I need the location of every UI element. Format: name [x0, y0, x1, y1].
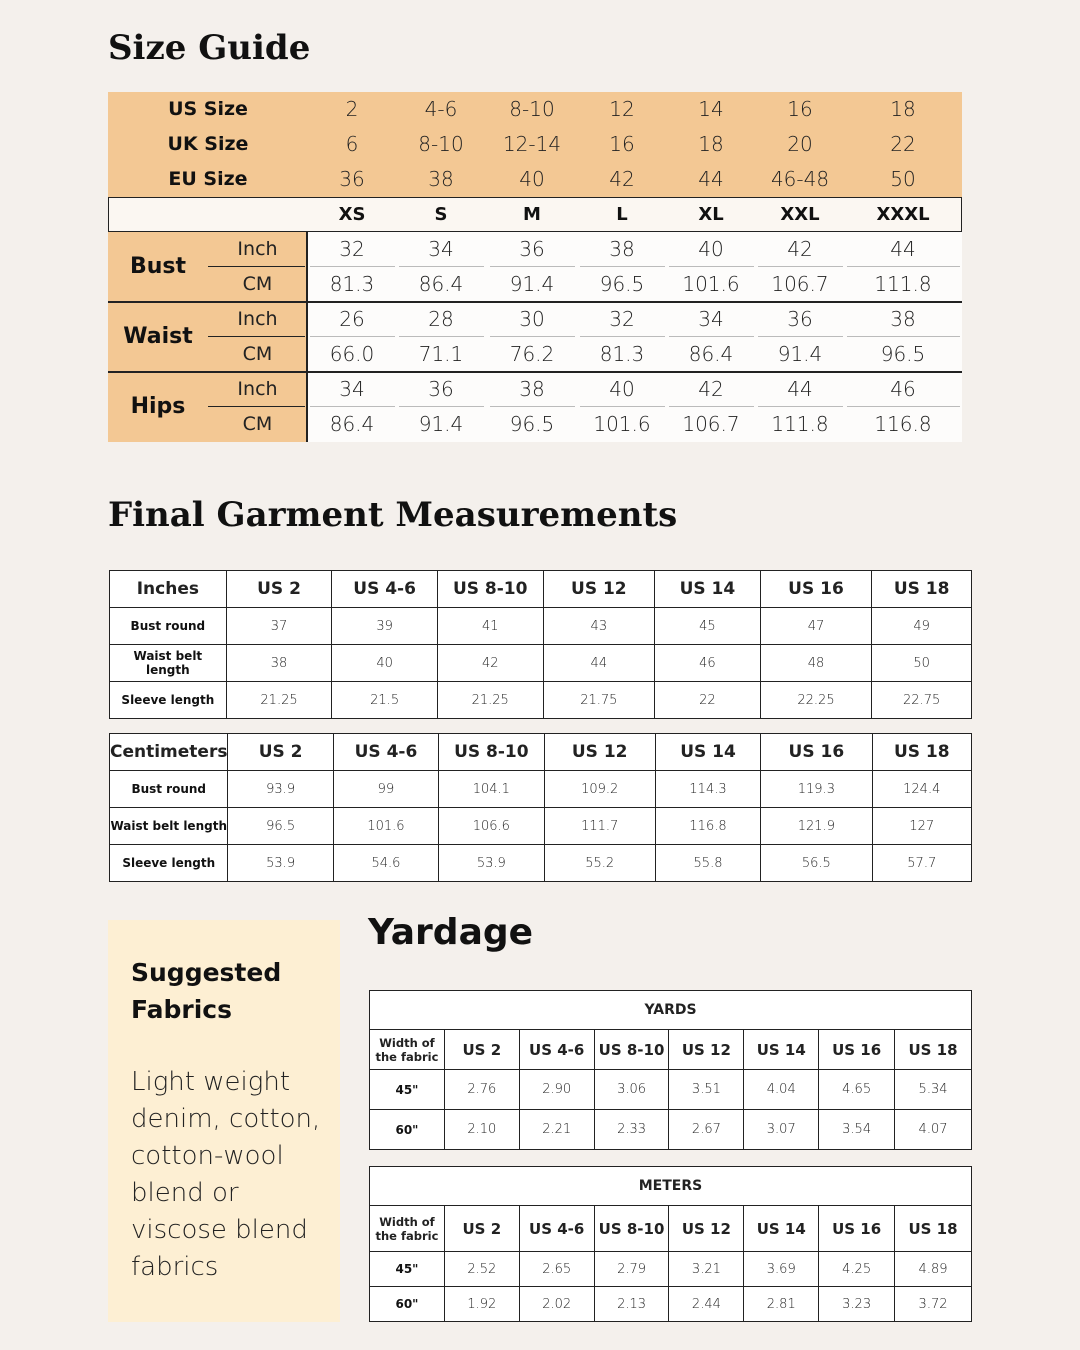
table-cell: 46 — [655, 645, 761, 682]
letter-size: XXL — [780, 204, 820, 225]
size-conversion-header — [108, 92, 962, 197]
table-cell: 48 — [760, 645, 872, 682]
table-cell: 2.02 — [519, 1287, 594, 1322]
measurement-value: 36 — [519, 237, 545, 261]
panel-divider — [306, 232, 308, 442]
size-column-header: US 18 — [895, 1206, 972, 1252]
cell-divider — [580, 336, 665, 337]
measurement-value: 42 — [787, 237, 813, 261]
suggested-fabrics-title: Suggested Fabrics — [131, 958, 282, 1024]
table-cell: 4.89 — [895, 1252, 972, 1287]
table-cell: 43 — [543, 608, 655, 645]
yardage-title: Yardage — [368, 912, 534, 953]
table-cell: 4.04 — [744, 1070, 819, 1110]
measurement-value: 111.8 — [771, 412, 829, 436]
size-column-header: US 12 — [544, 734, 655, 771]
table-cell: 104.1 — [439, 771, 544, 808]
suggested-fabrics-box — [108, 920, 340, 1322]
table-cell: 55.2 — [544, 845, 655, 882]
size-value: 8-10 — [418, 132, 464, 156]
unit-header: Inches — [110, 571, 227, 608]
measurement-name: Hips — [130, 394, 186, 419]
cell-divider — [399, 266, 484, 267]
width-of-fabric-header — [370, 1030, 445, 1070]
cell-divider — [758, 336, 843, 337]
unit-divider — [208, 266, 305, 267]
size-column-header: US 14 — [744, 1206, 819, 1252]
size-column-header: US 16 — [819, 1030, 895, 1070]
measurement-value: 34 — [698, 307, 724, 331]
width-label-line: the fabric — [375, 1049, 439, 1064]
measurement-value: 96.5 — [880, 342, 926, 366]
table-cell: 4.25 — [819, 1252, 895, 1287]
measurement-value: 44 — [787, 377, 813, 401]
size-value: 12 — [609, 97, 635, 121]
measurement-value: 86.4 — [329, 412, 375, 436]
cell-divider — [490, 266, 575, 267]
size-column-header: US 8-10 — [594, 1030, 669, 1070]
measurement-value: 86.4 — [688, 342, 734, 366]
size-value: 8-10 — [509, 97, 555, 121]
row-label: Sleeve length — [110, 845, 228, 882]
table-cell: 99 — [333, 771, 438, 808]
size-region-row — [108, 162, 962, 197]
table-cell: 38 — [226, 645, 332, 682]
measurement-value: 106.7 — [682, 412, 740, 436]
size-column-header: US 8-10 — [594, 1206, 669, 1252]
measurement-value: 32 — [609, 307, 635, 331]
measurement-value: 71.1 — [418, 342, 464, 366]
cell-divider — [580, 266, 665, 267]
cell-divider — [310, 406, 395, 407]
final-garment-title: Final Garment Measurements — [108, 495, 678, 535]
measurement-value: 81.3 — [599, 342, 645, 366]
unit-label-cm: CM — [242, 413, 273, 435]
table-cell: 2.10 — [444, 1110, 519, 1150]
measurement-value: 38 — [890, 307, 916, 331]
table-cell: 124.4 — [872, 771, 971, 808]
table-row — [110, 845, 972, 882]
size-column-header: US 16 — [760, 571, 872, 608]
table-cell: 50 — [872, 645, 972, 682]
letter-size: L — [616, 204, 628, 225]
cell-divider — [399, 336, 484, 337]
cell-divider — [758, 266, 843, 267]
letter-size: XXXL — [876, 204, 930, 225]
row-label: Bust round — [110, 608, 227, 645]
table-cell: 2.67 — [669, 1110, 744, 1150]
measurement-value: 30 — [519, 307, 545, 331]
measurement-value: 36 — [428, 377, 454, 401]
table-cell: 53.9 — [439, 845, 544, 882]
yardage-meters-table — [369, 1166, 972, 1322]
size-column-header: US 8-10 — [439, 734, 544, 771]
unit-label-inch: Inch — [237, 238, 278, 260]
size-column-header: US 12 — [669, 1030, 744, 1070]
measurement-value: 38 — [519, 377, 545, 401]
cell-divider — [310, 336, 395, 337]
size-value: 42 — [609, 167, 635, 191]
size-value: 18 — [890, 97, 916, 121]
size-value: 40 — [519, 167, 545, 191]
measurement-value: 26 — [339, 307, 365, 331]
unit-caption: YARDS — [370, 991, 972, 1030]
table-row — [110, 645, 972, 682]
table-cell: 2.90 — [519, 1070, 594, 1110]
body-measurements — [108, 232, 962, 442]
size-region-label: UK Size — [167, 133, 249, 155]
table-cell: 111.7 — [544, 808, 655, 845]
table-cell: 41 — [437, 608, 543, 645]
fabric-width-label: 45" — [370, 1070, 445, 1110]
cell-divider — [580, 406, 665, 407]
measurement-value: 46 — [890, 377, 916, 401]
garment-centimeters-table — [109, 733, 972, 882]
table-row — [110, 808, 972, 845]
cell-divider — [490, 406, 575, 407]
table-cell: 21.25 — [226, 682, 332, 719]
size-region-row — [108, 92, 962, 127]
table-cell: 2.81 — [744, 1287, 819, 1322]
table-cell: 2.65 — [519, 1252, 594, 1287]
size-value: 20 — [787, 132, 813, 156]
unit-caption: METERS — [370, 1167, 972, 1206]
size-value: 38 — [428, 167, 454, 191]
table-row — [370, 1287, 972, 1322]
size-column-header: US 12 — [543, 571, 655, 608]
unit-divider — [208, 406, 305, 407]
garment-inches-table — [109, 570, 972, 719]
unit-label-cm: CM — [242, 343, 273, 365]
table-cell: 93.9 — [228, 771, 333, 808]
unit-header: Centimeters — [110, 734, 228, 771]
size-value: 16 — [609, 132, 635, 156]
size-value: 18 — [698, 132, 724, 156]
size-region-label: EU Size — [168, 168, 248, 190]
width-label-line: Width of — [379, 1214, 435, 1229]
size-column-header: US 2 — [226, 571, 332, 608]
size-value: 16 — [787, 97, 813, 121]
table-cell: 2.76 — [444, 1070, 519, 1110]
measurement-value: 101.6 — [682, 272, 740, 296]
measurement-value: 91.4 — [509, 272, 555, 296]
measurement-value: 34 — [428, 237, 454, 261]
measurement-value: 96.5 — [509, 412, 555, 436]
size-column-header: US 4-6 — [332, 571, 438, 608]
size-column-header: US 4-6 — [519, 1206, 594, 1252]
cell-divider — [669, 336, 754, 337]
measurement-value: 106.7 — [771, 272, 829, 296]
measurement-value: 38 — [609, 237, 635, 261]
table-cell: 3.72 — [895, 1287, 972, 1322]
size-column-header: US 16 — [761, 734, 872, 771]
measurement-value: 32 — [339, 237, 365, 261]
cell-divider — [310, 266, 395, 267]
table-cell: 119.3 — [761, 771, 872, 808]
size-column-header: US 14 — [655, 734, 760, 771]
table-row — [110, 682, 972, 719]
measurement-value: 66.0 — [329, 342, 375, 366]
table-cell: 57.7 — [872, 845, 971, 882]
width-label-line: Width of — [379, 1035, 435, 1050]
table-cell: 45 — [655, 608, 761, 645]
measurement-value: 91.4 — [777, 342, 823, 366]
table-cell: 47 — [760, 608, 872, 645]
size-column-header: US 2 — [228, 734, 333, 771]
table-cell: 2.44 — [669, 1287, 744, 1322]
cell-divider — [669, 266, 754, 267]
table-cell: 21.5 — [332, 682, 438, 719]
table-cell: 1.92 — [444, 1287, 519, 1322]
table-cell: 49 — [872, 608, 972, 645]
cell-divider — [399, 406, 484, 407]
table-cell: 96.5 — [228, 808, 333, 845]
measurement-value: 101.6 — [593, 412, 651, 436]
cell-divider — [758, 406, 843, 407]
measurement-value: 86.4 — [418, 272, 464, 296]
cell-divider — [847, 406, 960, 407]
suggested-fabrics-text: Light weight denim, cotton, cotton-wool blend or viscose blend fabrics — [131, 1067, 321, 1282]
measurement-value: 91.4 — [418, 412, 464, 436]
table-cell: 2.13 — [594, 1287, 669, 1322]
table-cell: 56.5 — [761, 845, 872, 882]
measurement-value: 28 — [428, 307, 454, 331]
measurement-value: 40 — [609, 377, 635, 401]
measurement-name: Bust — [129, 254, 187, 279]
size-column-header: US 14 — [655, 571, 761, 608]
yardage-yards-table — [369, 990, 972, 1150]
size-column-header: US 18 — [872, 734, 971, 771]
table-cell: 4.07 — [895, 1110, 972, 1150]
size-column-header: US 16 — [819, 1206, 895, 1252]
size-region-label: US Size — [168, 98, 248, 120]
unit-divider — [208, 336, 305, 337]
measurement-value: 111.8 — [874, 272, 932, 296]
letter-size-row — [108, 197, 962, 232]
cell-divider — [847, 266, 960, 267]
table-cell: 101.6 — [333, 808, 438, 845]
measurement-value: 76.2 — [509, 342, 555, 366]
size-column-header: US 8-10 — [437, 571, 543, 608]
size-value: 22 — [890, 132, 916, 156]
table-cell: 121.9 — [761, 808, 872, 845]
fabric-width-label: 60" — [370, 1110, 445, 1150]
measurement-value: 36 — [787, 307, 813, 331]
size-guide-title: Size Guide — [108, 28, 311, 68]
table-cell: 3.54 — [819, 1110, 895, 1150]
fabric-width-label: 45" — [370, 1252, 445, 1287]
size-column-header: US 18 — [895, 1030, 972, 1070]
table-cell: 53.9 — [228, 845, 333, 882]
size-column-header: US 2 — [444, 1030, 519, 1070]
table-cell: 44 — [543, 645, 655, 682]
unit-label-inch: Inch — [237, 378, 278, 400]
size-value: 46-48 — [770, 167, 830, 191]
size-column-header: US 4-6 — [519, 1030, 594, 1070]
width-of-fabric-header — [370, 1206, 445, 1252]
size-column-header: US 14 — [744, 1030, 819, 1070]
table-cell: 21.75 — [543, 682, 655, 719]
size-value: 4-6 — [424, 97, 458, 121]
table-cell: 42 — [437, 645, 543, 682]
measurement-value: 81.3 — [329, 272, 375, 296]
size-value: 50 — [890, 167, 916, 191]
row-label: Sleeve length — [110, 682, 227, 719]
table-cell: 109.2 — [544, 771, 655, 808]
measurement-value: 116.8 — [874, 412, 932, 436]
measurement-value: 40 — [698, 237, 724, 261]
table-cell: 5.34 — [895, 1070, 972, 1110]
table-cell: 54.6 — [333, 845, 438, 882]
unit-label-cm: CM — [242, 273, 273, 295]
table-cell: 39 — [332, 608, 438, 645]
group-divider — [108, 301, 962, 303]
table-cell: 37 — [226, 608, 332, 645]
table-cell: 21.25 — [437, 682, 543, 719]
size-guide-table — [108, 92, 962, 436]
size-column-header: US 12 — [669, 1206, 744, 1252]
size-value: 6 — [345, 132, 359, 156]
table-cell: 40 — [332, 645, 438, 682]
table-cell: 3.07 — [744, 1110, 819, 1150]
table-cell: 106.6 — [439, 808, 544, 845]
table-cell: 127 — [872, 808, 971, 845]
table-row — [370, 1110, 972, 1150]
size-column-header: US 4-6 — [333, 734, 438, 771]
row-label: Bust round — [110, 771, 228, 808]
table-cell: 3.06 — [594, 1070, 669, 1110]
measurement-value: 44 — [890, 237, 916, 261]
size-column-header: US 2 — [444, 1206, 519, 1252]
table-cell: 2.33 — [594, 1110, 669, 1150]
width-label-line: the fabric — [375, 1228, 439, 1243]
size-value: 44 — [698, 167, 724, 191]
table-cell: 3.51 — [669, 1070, 744, 1110]
table-cell: 3.21 — [669, 1252, 744, 1287]
unit-label-inch: Inch — [237, 308, 278, 330]
table-cell: 114.3 — [655, 771, 760, 808]
size-value: 12-14 — [502, 132, 562, 156]
table-row — [370, 1252, 972, 1287]
table-cell: 116.8 — [655, 808, 760, 845]
size-value: 2 — [345, 97, 359, 121]
letter-size: XL — [698, 204, 724, 225]
table-cell: 22 — [655, 682, 761, 719]
table-cell: 2.21 — [519, 1110, 594, 1150]
size-region-row — [108, 127, 962, 162]
group-divider — [108, 371, 962, 373]
table-cell: 22.25 — [760, 682, 872, 719]
row-label: Waist belt length — [110, 645, 227, 682]
size-column-header: US 18 — [872, 571, 972, 608]
letter-size: XS — [338, 204, 366, 225]
letter-size: S — [434, 204, 448, 225]
size-value: 14 — [698, 97, 724, 121]
table-cell: 2.52 — [444, 1252, 519, 1287]
size-value: 36 — [339, 167, 365, 191]
table-row — [110, 608, 972, 645]
table-cell: 55.8 — [655, 845, 760, 882]
fabric-width-label: 60" — [370, 1287, 445, 1322]
table-cell: 3.23 — [819, 1287, 895, 1322]
row-label: Waist belt length — [110, 808, 228, 845]
letter-size: M — [523, 204, 541, 225]
cell-divider — [669, 406, 754, 407]
table-cell: 3.69 — [744, 1252, 819, 1287]
cell-divider — [490, 336, 575, 337]
measurement-name: Waist — [123, 324, 193, 349]
measurement-value: 34 — [339, 377, 365, 401]
cell-divider — [847, 336, 960, 337]
table-cell: 2.79 — [594, 1252, 669, 1287]
measurement-value: 42 — [698, 377, 724, 401]
table-cell: 22.75 — [872, 682, 972, 719]
table-cell: 4.65 — [819, 1070, 895, 1110]
measurement-value: 96.5 — [599, 272, 645, 296]
table-row — [370, 1070, 972, 1110]
table-row — [110, 771, 972, 808]
